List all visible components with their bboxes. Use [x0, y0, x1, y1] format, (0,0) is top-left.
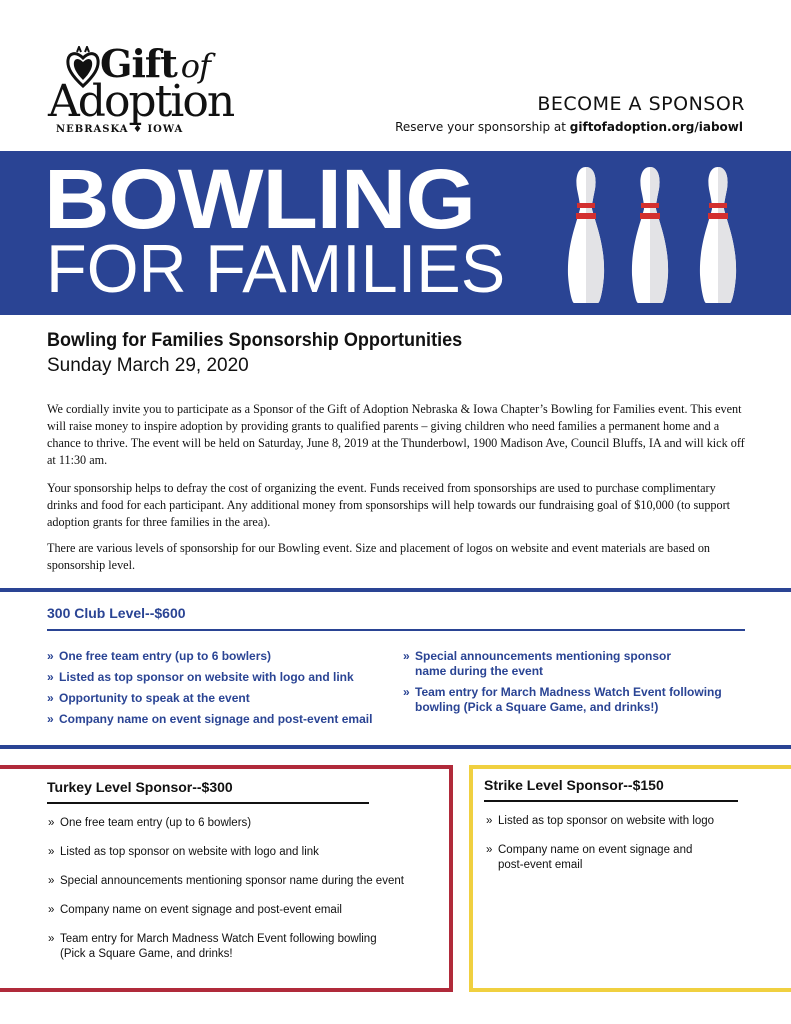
banner-title-line1: BOWLING [44, 152, 475, 246]
turkey-level-underline [47, 802, 369, 804]
banner-title-line2: FOR FAMILIES [46, 231, 506, 307]
strike-level-title: Strike Level Sponsor--$150 [484, 777, 664, 793]
bullet-icon: » [486, 815, 493, 827]
benefit-item: » One free team entry (up to 6 bowlers) [47, 649, 272, 663]
event-date: Sunday March 29, 2020 [47, 355, 249, 376]
level-300-club-benefits-right [403, 649, 748, 721]
bullet-icon: » [48, 933, 55, 945]
logo-gift-word: Gift [100, 41, 177, 86]
page-title: Bowling for Families Sponsorship Opportunities [47, 330, 463, 351]
strike-level-benefits [486, 814, 716, 887]
bowling-pin-icon [698, 165, 738, 305]
divider-bottom [0, 745, 791, 749]
benefit-item: » Company name on event signage and post-event email [48, 904, 342, 916]
levels-paragraph: There are various levels of sponsorship for our Bowling event. Size and placement of logos on website and event materials are based on sponsorship level. [47, 541, 711, 572]
sponsorship-paragraph: Your sponsorship helps to defray the cost of organizing the event. Funds received from sponsorships are used to purchase complimentary drinks and food for each participant. Any additional money from sponsorships will help towards our fundraising goal of $10,000 (to support adoption grants for three families in the area). [47, 481, 731, 529]
benefit-item: » One free team entry (up to 6 bowlers) [48, 817, 252, 829]
benefit-item: » Team entry for March Madness Watch Event following bowling (Pick a Square Game, and drinks! [48, 933, 377, 960]
event-banner [0, 151, 791, 315]
bullet-icon: » [47, 649, 54, 663]
divider-top [0, 588, 791, 592]
level-300-club-underline [47, 629, 745, 631]
level-300-club-benefits-left [47, 649, 397, 733]
benefit-item: » Listed as top sponsor on website with logo and link [47, 670, 354, 684]
bullet-icon: » [48, 904, 55, 916]
benefit-item: » Special announcements mentioning sponsor name during the event [403, 649, 672, 678]
bullet-icon: » [47, 670, 54, 684]
benefit-item: » Company name on event signage and post-event email [47, 712, 373, 726]
strike-level-underline [484, 800, 738, 802]
gift-of-adoption-logo [44, 41, 254, 136]
level-300-club-title: 300 Club Level--$600 [47, 605, 186, 621]
bullet-icon: » [48, 817, 55, 829]
benefit-item: » Special announcements mentioning sponsor name during the event [48, 875, 404, 887]
bullet-icon: » [48, 875, 55, 887]
reserve-prefix: Reserve your sponsorship at [395, 120, 566, 134]
bowling-pin-icon [566, 165, 606, 305]
logo-region-text: NEBRASKA ♦ IOWA [56, 124, 184, 135]
benefit-item: » Team entry for March Madness Watch Event following bowling (Pick a Square Game, and drinks!) [403, 685, 722, 714]
benefit-item: » Company name on event signage and post-event email [486, 844, 693, 871]
bullet-icon: » [47, 712, 54, 726]
bullet-icon: » [48, 846, 55, 858]
logo-adoption-text: Adoption [48, 76, 234, 127]
become-sponsor-heading: BECOME A SPONSOR [537, 93, 745, 115]
turkey-level-title: Turkey Level Sponsor--$300 [47, 779, 233, 795]
bullet-icon: » [486, 844, 493, 856]
logo-of-word: of [180, 47, 210, 85]
bullet-icon: » [47, 691, 54, 705]
bullet-icon: » [403, 685, 410, 699]
bullet-icon: » [403, 649, 410, 663]
benefit-item: » Listed as top sponsor on website with logo [486, 815, 715, 827]
reserve-sponsorship-line [395, 120, 743, 134]
intro-paragraph: We cordially invite you to participate as a Sponsor of the Gift of Adoption Nebraska & Iowa Chapter’s Bowling for Families event. This event will raise money to inspire adoption by providing grants to qualified parents – giving children who need families a permanent home and a chance to thrive. The event will be held on Saturday, June 8, 2019 at the Thunderbowl, 1900 Madison Ave, Council Bluffs, IA and will kick off at 11:30 am. [47, 402, 745, 467]
benefit-item: » Listed as top sponsor on website with logo and link [48, 846, 319, 858]
turkey-level-benefits [48, 816, 438, 976]
bowling-pin-icon [630, 165, 670, 305]
benefit-item: » Opportunity to speak at the event [47, 691, 250, 705]
reserve-link[interactable]: giftofadoption.org/iabowl [569, 120, 743, 134]
